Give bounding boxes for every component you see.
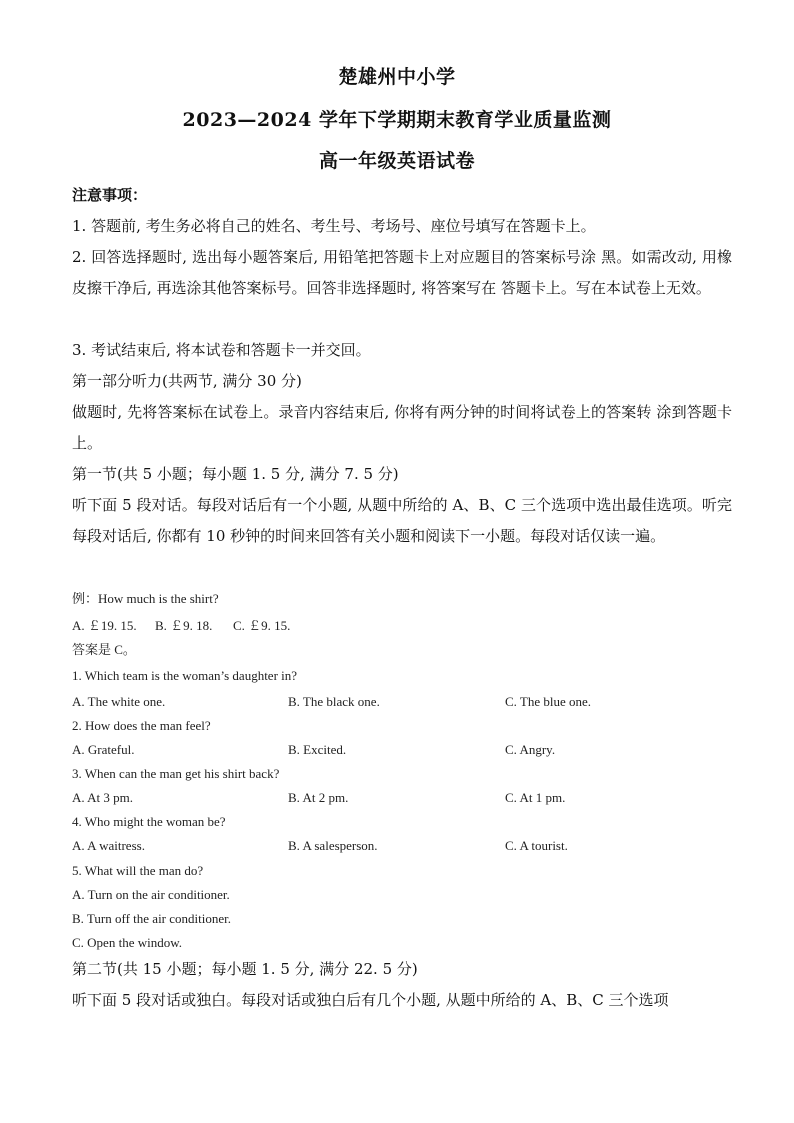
q4-option-c: C. A tourist.: [505, 838, 568, 853]
q3-option-c: C. At 1 pm.: [505, 790, 566, 805]
note-item-1: 1. 答题前, 考生务必将自己的姓名、考生号、考场号、座位号填写在答题卡上。: [72, 217, 596, 235]
question-2: 2. How does the man feel?: [72, 718, 211, 733]
q5-option-b: B. Turn off the air conditioner.: [72, 911, 232, 926]
q2-option-c: C. Angry.: [505, 742, 556, 757]
example-option-a: A. ￡19. 15.: [72, 618, 137, 633]
question-5: 5. What will the man do?: [72, 863, 204, 878]
q5-option-c: C. Open the window.: [72, 935, 183, 950]
note-item-2: 2. 回答选择题时, 选出每小题答案后, 用铅笔把答题卡上对应题目的答案标号涂 黑。如需改动, 用橡皮擦干净后, 再选涂其他答案标号。回答非选择题时, 将答案写在 答题卡上。写在本试卷上无效。: [72, 248, 732, 297]
school-title: 楚雄州中小学: [338, 66, 456, 88]
question-4: 4. Who might the woman be?: [72, 814, 226, 829]
part1-heading: 第一部分听力(共两节, 满分 30 分): [72, 372, 302, 390]
note-item-3: 3. 考试结束后, 将本试卷和答题卡一并交回。: [72, 341, 371, 359]
example-option-b: B. ￡9. 18.: [155, 618, 213, 633]
notes-heading: 注意事项：: [72, 186, 148, 204]
example-question: 例：How much is the shirt?: [72, 591, 219, 606]
q1-option-c: C. The blue one.: [505, 694, 592, 709]
section1-instruction: 听下面 5 段对话。每段对话后有一个小题, 从题中所给的 A、B、C 三个选项中选出最佳选项。听完每段对话后, 你都有 10 秒钟的时间来回答有关小题和阅读下一小题。每段对话仅读一遍。: [72, 496, 732, 545]
q1-option-b: B. The black one.: [288, 694, 380, 709]
question-1: 1. Which team is the woman’s daughter in?: [72, 668, 298, 683]
q4-option-a: A. A waitress.: [72, 838, 145, 853]
exam-subject-title: 高一年级英语试卷: [318, 150, 475, 172]
q4-option-b: B. A salesperson.: [288, 838, 378, 853]
q2-option-a: A. Grateful.: [72, 742, 135, 757]
section2-instruction: 听下面 5 段对话或独白。每段对话或独白后有几个小题, 从题中所给的 A、B、C 三个选项: [72, 991, 669, 1009]
example-answer: 答案是 C。: [72, 642, 136, 657]
example-option-c: C. ￡9. 15.: [233, 618, 291, 633]
q3-option-b: B. At 2 pm.: [288, 790, 349, 805]
part1-instruction: 做题时, 先将答案标在试卷上。录音内容结束后, 你将有两分钟的时间将试卷上的答案转 涂到答题卡上。: [72, 403, 732, 452]
q2-option-b: B. Excited.: [288, 742, 347, 757]
q1-option-a: A. The white one.: [72, 694, 166, 709]
section1-heading: 第一节(共 5 小题；每小题 1. 5 分, 满分 7. 5 分): [72, 465, 399, 483]
section2-heading: 第二节(共 15 小题；每小题 1. 5 分, 满分 22. 5 分): [72, 960, 418, 978]
q3-option-a: A. At 3 pm.: [72, 790, 134, 805]
question-3: 3. When can the man get his shirt back?: [72, 766, 280, 781]
exam-period-title: 2023—2024 学年下学期期末教育学业质量监测: [182, 109, 612, 131]
q5-option-a: A. Turn on the air conditioner.: [72, 887, 230, 902]
